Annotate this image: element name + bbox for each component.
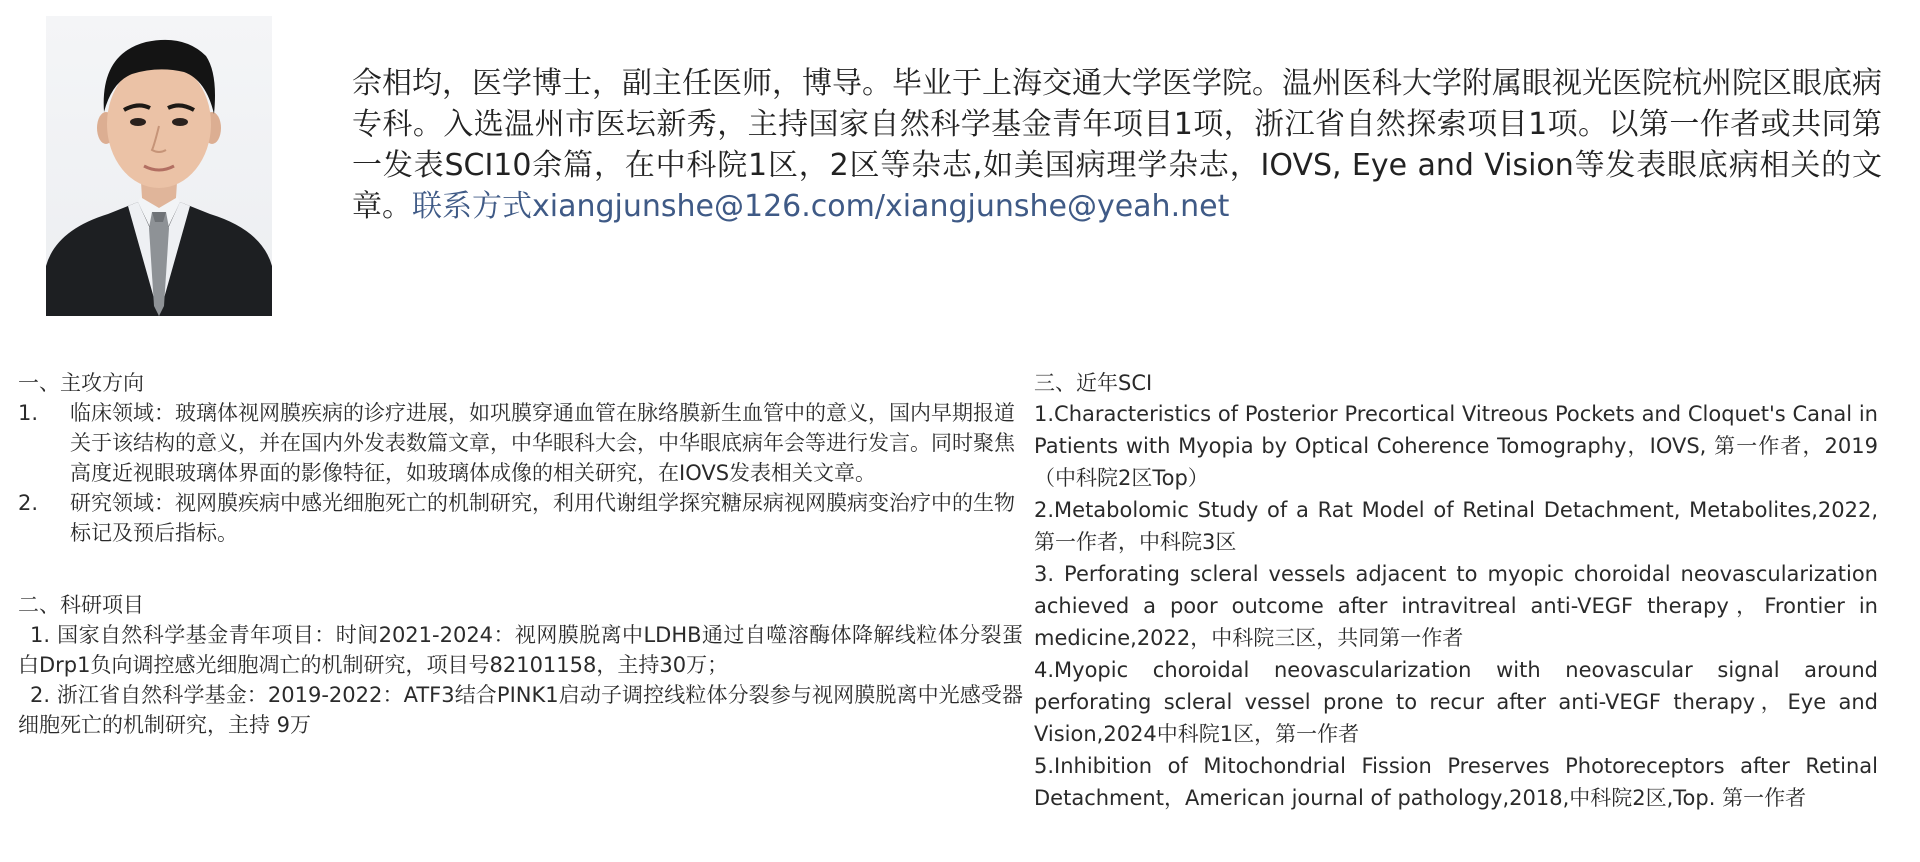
right-column bbox=[1034, 368, 1878, 814]
publication-item: 2.Metabolomic Study of a Rat Model of Retinal Detachment, Metabolites,2022,第一作者，中科院3区 bbox=[1034, 498, 1878, 554]
contact-info: 联系方式xiangjunshe@126.com/xiangjunshe@yeah.net bbox=[412, 189, 1230, 224]
spacer bbox=[18, 548, 1023, 590]
publication-item: 1.Characteristics of Posterior Precortical Vitreous Pockets and Cloquet's Canal in Patients with Myopia by Optical Coherence Tomography，IOVS, 第一作者，2019（中科院2区Top） bbox=[1034, 402, 1878, 490]
list-item bbox=[18, 488, 1023, 548]
publication-item: 4.Myopic choroidal neovascularization with neovascular signal around perforating scleral vessel prone to recur after anti-VEGF therapy，Eye and Vision,2024中科院1区，第一作者 bbox=[1034, 658, 1878, 746]
publication-item: 3. Perforating scleral vessels adjacent to myopic choroidal neovascularization achieved a poor outcome after intravitreal anti-VEGF therapy，Frontier in medicine,2022，中科院三区，共同第一作者 bbox=[1034, 562, 1878, 650]
portrait-illustration bbox=[46, 16, 272, 316]
project-item: 2. 浙江省自然科学基金：2019-2022：ATF3结合PINK1启动子调控线粒体分裂参与视网膜脱离中光感受器细胞死亡的机制研究，主持 9万 bbox=[18, 683, 1023, 737]
list-item-text: 研究领域：视网膜疾病中感光细胞死亡的机制研究，利用代谢组学探究糖尿病视网膜病变治疗中的生物标记及预后指标。 bbox=[70, 491, 1015, 545]
left-column bbox=[18, 368, 1023, 740]
list-item-text: 临床领域：玻璃体视网膜疾病的诊疗进展，如巩膜穿通血管在脉络膜新生血管中的意义，国内早期报道关于该结构的意义，并在国内外发表数篇文章，中华眼科大会，中华眼底病年会等进行发言。同时聚焦高度近视眼玻璃体界面的影像特征，如玻璃体成像的相关研究，在IOVS发表相关文章。 bbox=[70, 401, 1015, 485]
section-title-recent-sci: 三、近年SCI bbox=[1034, 371, 1153, 395]
bio-text: 佘相均，医学博士，副主任医师，博导。毕业于上海交通大学医学院。温州医科大学附属眼视光医院杭州院区眼底病专科。入选温州市医坛新秀，主持国家自然科学基金青年项目1项，浙江省自然探索项目1项。以第一作者或共同第一发表SCI10余篇，在中科院1区，2区等杂志,如美国病理学杂志，IOVS, Eye and Vision等发表眼底病相关的文章。 bbox=[352, 66, 1882, 224]
project-item: 1. 国家自然科学基金青年项目：时间2021-2024：视网膜脱离中LDHB通过自噬溶酶体降解线粒体分裂蛋白Drp1负向调控感光细胞凋亡的机制研究，项目号82101158，主持30万； bbox=[18, 623, 1023, 677]
publication-item: 5.Inhibition of Mitochondrial Fission Preserves Photoreceptors after Retinal Detachment，American journal of pathology,2018,中科院2区,Top. 第一作者 bbox=[1034, 754, 1878, 810]
section-title-research-direction: 一、主攻方向 bbox=[18, 371, 144, 395]
section-title-research-projects: 二、科研项目 bbox=[18, 593, 144, 617]
list-item-number: 2. bbox=[18, 491, 39, 515]
portrait-photo bbox=[46, 16, 272, 316]
list-item bbox=[18, 398, 1023, 488]
list-item-number: 1. bbox=[18, 401, 39, 425]
bio-paragraph bbox=[352, 63, 1882, 227]
